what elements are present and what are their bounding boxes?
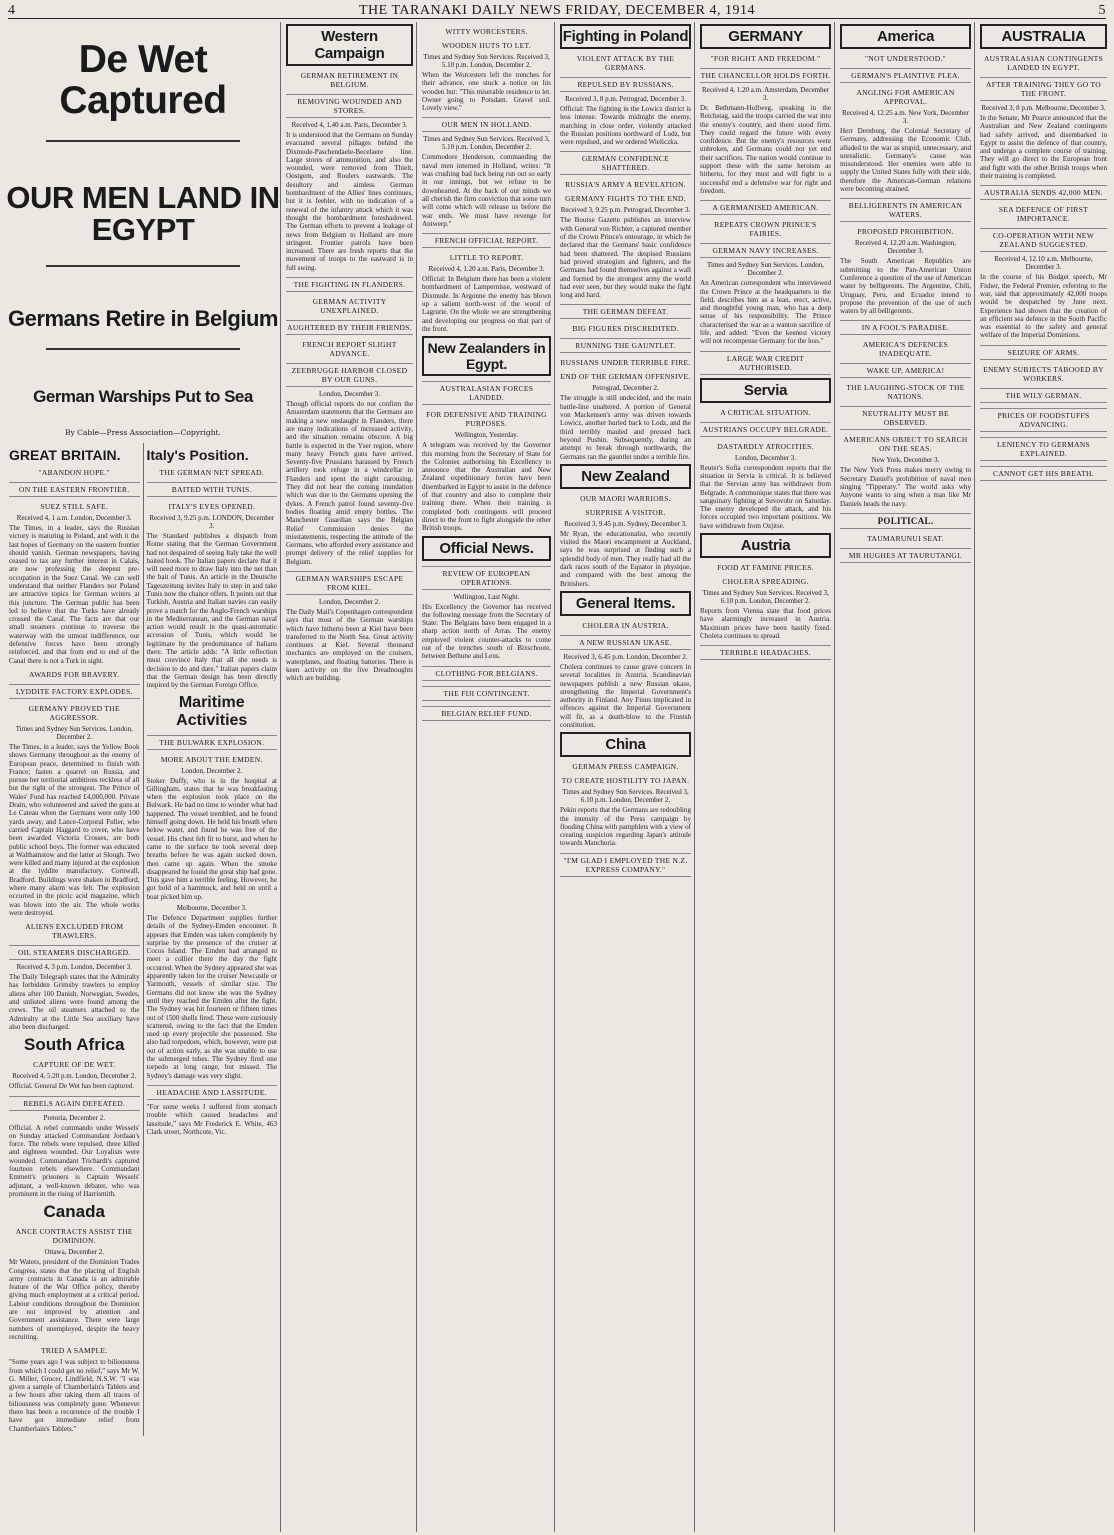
subhead: GERMAN'S PLAINTIVE PLEA. [840, 68, 971, 83]
article-body: Reuter's Sofia correspondent reports that the situation in Servia is critical. It is believed that the Servian army has withdrawn from Belgrade. A communique states that there was sanguinary fighting at Suvovobr on Saturday. The enemy developed the attack, and his forces occupied two important positions. We have withdrawn from Ozjitse. [700, 463, 832, 530]
subhead: "FOR RIGHT AND FREEDOM." [710, 54, 821, 63]
article-body: Cholera continues to cause grave concern in several localities in Austria. Scandinavian newspapers publish a new Russian ukase, strengthening the Imperial Government's authority in Finland. Any Finns implicated in offences against the Imperial Government will fit, as a death-blow to the Finnish constitution. [560, 662, 691, 729]
italy-column [144, 443, 281, 1436]
subhead: CHOLERA IN AUSTRIA. [582, 620, 669, 630]
article-body: The Times, in a leader, says the Russian victory is maturing in Poland, and with it the last hopes of Germany on the eastern frontier should vanish. German newspapers, having ceased to tax any further interest in Calais, are now professing the deepest pre-occupation in the Suez Canal. We can well understand that neither Flanders nor Poland are attractive topics for German writers at this juncture. The German public has been led to believe that the Turks have already crossed the Canal. The facts are that our small steamers continue to traverse the waterway with the utmost indifference, our defensive forces have been strongly reinforced, and that from end to end of the Canal there is not a Turk in sight. [9, 523, 140, 665]
subhead: OUR MAORI WARRIORS. [580, 493, 671, 503]
dateline: Received 3, 8 p.m. Melbourne, December 3. [981, 104, 1106, 112]
headline-belgium: Germans Retire in Belgium [8, 305, 278, 331]
subhead: MR HUGHES AT TAURUTANGI. [840, 548, 971, 563]
subhead: SUEZ STILL SAFE. [40, 501, 109, 511]
article-body: His Excellency the Governor has received the following message from the Secretary of State: The Belgians have been engaged in a sharp action north of Arras. The enemy employed violent counter-attacks to come out of the trenches south of Bixschoote, between Bethune and Lens. [422, 602, 551, 661]
article-body: When the Worcesters left the trenches for their advance, one stuck a notice on his wooden hut: "This miserable residence to let. Owner going to Potsdam. Gravel soil. Lovely view." [422, 71, 551, 113]
subhead: GERMAN WARSHIPS ESCAPE FROM KIEL. [286, 571, 413, 595]
subhead: WITTY WORCESTERS. [445, 27, 528, 36]
subhead: ITALY'S EYES OPENED. [168, 501, 256, 511]
subhead: "I'M GLAD I EMPLOYED THE N.Z. EXPRESS COMPANY." [560, 853, 691, 877]
subhead: A NEW RUSSIAN UKASE. [560, 635, 691, 650]
dateline: London, December 2. [181, 766, 243, 775]
western-campaign-column [283, 22, 417, 1532]
subhead: AFTER TRAINING THEY GO TO THE FRONT. [980, 77, 1107, 101]
subhead: ALIENS EXCLUDED FROM TRAWLERS. [25, 922, 124, 941]
section-title: Official News. [422, 536, 551, 561]
divider [46, 348, 240, 350]
dateline: Received 4, 12.25 a.m. New York, December 3. [842, 109, 969, 125]
subhead: THE GERMAN NET SPREAD. [159, 467, 264, 477]
article-body: In the course of his Budget speech, Mr Fisher, the Federal Premier, referring to the war, said that approximately 42,000 troops would be despatched by June next. Experience had shown that the creation of an efficient sea defence in the South Pacific was essential to the safety and general welfare of the Imperial Dominions. [980, 273, 1107, 340]
dateline: Received 4, 1.20 a.m. Paris, December 3. [428, 265, 545, 274]
dateline: Received 4, 1.40 a.m. Paris, December 3. [291, 121, 408, 129]
subhead: ANGLING FOR AMERICAN APPROVAL. [856, 88, 955, 106]
subhead: RUSSIANS UNDER TERRIBLE FIRE. [560, 358, 691, 368]
section-title: Italy's Position. [146, 446, 249, 463]
subhead: THE LAUGHING-STOCK OF THE NATIONS. [846, 383, 965, 402]
article-body: The Daily Telegraph states that the Admiralty has forbidden Grimsby trawlers to employ aliens after 100 Danish, Norwegian, Swedes, and unlisted aliens were found among the crews. The oil steamers attached to the Admiralty at the Little Sea auxiliary have also been discharged. [9, 973, 140, 1031]
dateline: Received 3, 9.25 p.m. LONDON, December 3. [149, 513, 275, 530]
article-body: "For some weeks I suffered from stomach trouble which caused headaches and lassitude," says Mr Frederick E. White, 463 Clark street, Northcote, Vic. [146, 1102, 277, 1136]
article-body: It is understood that the Germans on Sunday evacuated several pillages behind the Dixmude-Paschendaele-Becelaere line. Large stores of ammunition, and also the wounded, were removed from Thielt, Oostgem, and Roulers eastwards. The desultory and aimless German bombardment of the Allies' lines continues, but it is feebler, with no indication of a renewal of the infantry attack which it was thought the bombardment foreshadowed. The German efforts to prevent a leakage of news from Belgium to Holland are more stringent. Frontier patrols have been increased. There are fresh reports that the movement of troops to the eastward is in full swing. [286, 131, 413, 272]
article-body: The New York Press makes merry owing to Secretary Daniel's prohibition of naval men singing "Tipperary." The world asks why Anyone wants to sing when a man like Mr Daniels heads the navy. [840, 466, 971, 508]
article-body: A telegram was received by the Governor this morning from the Secretary of State for the Colonies authorising his Excellency to announce that the Australian and New Zealand expeditionary forces have been disembarked in Egypt to assist in the defence of that country and also to complete their training there. When their training is completed both contingents will proceed direct to the front to fight alongside the other British troops. [422, 441, 551, 533]
section-title: Western Campaign [286, 24, 413, 66]
subhead: DASTARDLY ATROCITIES. [717, 441, 814, 451]
subhead: GERMAN PRESS CAMPAIGN. [572, 762, 679, 772]
subhead: TERRIBLE HEADACHES. [700, 645, 831, 660]
dateline: London, December 2. [318, 597, 381, 606]
section-title: New Zealand [560, 464, 691, 489]
section-title: POLITICAL. [840, 513, 971, 529]
article-body: The Defence Department supplies further details of the Sydney-Emden encounter. It appears that Emden was taken completely by surprise by the presence of the cruiser at Cocos Island. The Emden had arranged to meet a collier there the day the fight occurred. When the Sydney appeared she was apparently taken for the cruiser Newcastle or Yarmouth, vessels of similar size. The Germans did not know she was the Sydney until they reached the Emden after the fight. The Sydney was hit fourteen or fifteen times out of 1500 shells fired. These were curiously scattered, owing to the fact that the Emden used up every projectile she possessed. She also had torpedoes, which, however, were put out of action early, as she was unable to use the submerged tubes. The Sydney fired one torpedo at long range, but missed. The Sydney's damage was very slight. [146, 914, 277, 1080]
australia-column [977, 22, 1110, 1532]
dateline: Pretoria, December 2. [43, 1113, 105, 1122]
subhead: RUNNING THE GAUNTLET. [560, 338, 691, 353]
subhead: SEA DEFENCE OF FIRST IMPORTANCE. [998, 205, 1089, 224]
subhead: BELGIAN RELIEF FUND. [422, 706, 551, 721]
article-body: The Times, in a leader, says the Yellow Book shows Germany throughout as the enemy of European peace, determined to finish with France; fasten a quarrel on Russia, and pursue her territorial ambitions reckless of all but the right of the strongest. The Prince of Wales' Fund has reached £4,000,000. Private Drain, who volunteered and saved the guns at Le Cateau when the Germans were only 100 yards away, and Lance-Corporal Fuller, who carried Captain Haggard to cover, who have been awarded Victoria Crosses, are both public school boys. The former was educated at Walthamstow and the latter at Slough. Two were killed and many injured at the explosion at the lyddite manufactory, Cornwall, Bradford. Buildings were shaken in Bradford, where many alarm was felt. The explosion occurred in the picric acid magazine, which was blown into the air. The whole works were destroyed. [9, 742, 140, 917]
dateline: London, December 3. [318, 390, 381, 399]
subhead: GERMANY PROVED THE AGGRESSOR. [28, 703, 120, 722]
dateline: Received 3, 9.25 p.m. Petrograd, December 3. [560, 206, 691, 215]
dateline: Received 4, 3 p.m. London, December 3. [16, 963, 132, 972]
subhead: GERMANY FIGHTS TO THE END. [565, 194, 686, 204]
front-subcolumns [6, 443, 280, 1436]
masthead [8, 3, 1106, 19]
subhead: FOOD AT FAMINE PRICES. [717, 563, 814, 573]
subhead: FOR DEFENSIVE AND TRAINING PURPOSES. [426, 410, 547, 429]
news-column-3 [419, 22, 555, 1532]
subhead: AMERICA'S DEFENCES INADEQUATE. [862, 340, 949, 359]
subhead: CLOTHING FOR BELGIANS. [422, 666, 551, 681]
subhead: OUR MEN IN HOLLAND. [422, 117, 551, 132]
section-title: South Africa [24, 1035, 125, 1055]
germany-column [697, 22, 835, 1532]
article-body: Official. A rebel commando under Wessels' on Sunday attacked Commandant Jordaan's force. The rebels were repulsed, three killed and eighteen wounded. Our Loyalists were wounded. Commandant Trichardt's captured fourteen rebels elsewhere. Commandant Emmett's prisoners is Captain Wessels' adjutant, a well-known debater, who was prominent in the rising of Harrismith. [9, 1123, 140, 1198]
america-column [837, 22, 975, 1532]
subhead: REPULSED BY RUSSIANS. [560, 77, 691, 92]
article-body: The Bourse Gazette publishes an interview with General von Richter, a captured member of the Crown Prince's entourage, in which he declared that the Germans' basic confidence had been shattered. The despised Russians had proved strategists and fighters, and the Germans had found themselves against a wall and formed by the strongest army the world had ever seen, but they would make the fight long and hard. [560, 216, 691, 300]
page-number-left: 4 [8, 3, 16, 18]
dateline: Wellington, Yesterday. [454, 431, 519, 440]
dateline: Times and Sydney Sun Services. Received 3, 6.10 p.m. London, December 2. [702, 589, 829, 606]
section-title: New Zealanders in Egypt. [422, 336, 551, 376]
subhead: AUGHTERED BY THEIR FRIENDS. [286, 320, 413, 335]
subhead: THE FIGHTING IN FLANDERS. [286, 277, 413, 292]
subhead: LYDDITE FACTORY EXPLODES. [9, 684, 140, 699]
subhead: THE GERMAN DEFEAT. [560, 304, 691, 319]
dateline: Times and Sydney Sun Services. London, December 2. [707, 261, 824, 278]
article-body: The Standard publishes a dispatch from Rome stating that the German Government had not despaired of seeing Italy take the well baited hook. The Italian papers declare that it will need more to draw Italy into the net than the bait of Tunis. An article in the Deutsche Tageszeitung invites Italy to step in and take Tunis now the chance offers. It points out that Turkish, Austria and Italian navies can easily prove a match for the Anglo-French warships in the Mediterranean, and the German naval action would result in the quasi-automatic accession of Tunis, which would be legitimate by the predominance of Italians there. The article adds: "A little reflection must convince Italy that all she needs is decision to do and dare." Italian papers claim that the German design has been directly inspired by the German Foreign Office. [146, 531, 277, 690]
subhead: GERMAN RETIREMENT IN BELGIUM. [300, 71, 399, 89]
article-body: Reports from Vienna state that food prices have alarmingly increased in Austria. Maximum prices have been hastily fixed. Cholera continues to spread. [700, 607, 831, 640]
subhead: END OF THE GERMAN OFFENSIVE. [560, 372, 691, 382]
subhead: BAITED WITH TUNIS. [147, 482, 278, 497]
subhead: ON THE EASTERN FRONTIER. [9, 482, 140, 497]
subhead: "ABANDON HOPE." [38, 467, 110, 477]
divider [46, 140, 240, 142]
dateline: Petrograd, December 2. [592, 384, 659, 393]
section-title: China [560, 732, 691, 757]
subhead: THE BULWARK EXPLOSION. [147, 735, 278, 750]
front-column [6, 22, 281, 1532]
subhead: A CRITICAL SITUATION. [720, 407, 811, 417]
subhead: CO-OPERATION WITH NEW ZEALAND SUGGESTED. [980, 228, 1107, 252]
subhead: A GERMANISED AMERICAN. [700, 200, 831, 215]
dateline: Ottawa, December 2. [44, 1248, 104, 1257]
subhead: WAKE UP, AMERICA! [840, 363, 971, 378]
dateline: Times and Sydney Sun Services. Received 3, 5.10 p.m. London, December 2. [423, 135, 550, 152]
dateline: Times and Sydney Sun Services. Received 3, 5.10 p.m. London, December 2. [423, 53, 550, 69]
section-title: GREAT BRITAIN. [9, 446, 121, 463]
subhead: ZEEBRUGGE HARBOR CLOSED BY OUR GUNS. [286, 363, 413, 387]
article-body: The South American Republics are submitting to the Pan-American Union Conference a question of the use of American water by belligerents. The Argentine, Chili, Uruguay, Peru, and Ecuador intend to propose the prevention of the use of such waters by all belligerents. [840, 257, 971, 316]
article-body: Mr Ryan, the educationalist, who recently visited the Maori encampment at Auckland, says he was surprised at finding such a splendid body of men. They really had all the dark races south of the Equator in physique, and compared with the best among the Britishers. [560, 529, 691, 588]
subhead: REPEATS CROWN PRINCE'S FAIRIES. [714, 220, 817, 239]
subhead: GERMAN ACTIVITY UNEXPLAINED. [312, 297, 387, 316]
dateline: Times and Sydney Sun Services. Received 3, 6.10 p.m. London, December 2. [562, 788, 689, 805]
article-body: "Some years ago I was subject to biliousness from which I could get no relief," says Mr W. G. Miller, Grocer, Lindfield, N.S.W. "I was given a sample of Chamberlain's Tablets and a few hours after taking them all traces of biliousness was completely gone. Whenever there has been a recurrence of the trouble I have got immediate relief from Chamberlain's Tablets." [9, 1358, 140, 1433]
dateline: Received 4, 1 a.m. London, December 3. [16, 513, 132, 522]
article-body: Though official reports do not confirm the Amsterdam statements that the Germans are making a new onslaught in Flanders, there are many indications of increased activity, and the situation remains obscure. A big battle is expected in the Yser region, where many heavy French guns have arrived. Seventy-five Prussians harassed by French artillery took refuge in a windcellar in Flanders and spent the night carousing. They did not hear the coming inundation which was due to the Germans opening the dykes. A French patrol found seventy-five bodies floating amid empty bottles. The Manchester Guardian says the Belgian Relief Commission denies the misstatements, respecting the attitude of the Germans, who afforded every assistance and prompt delivery of the relief supplies for Belgium. [286, 400, 413, 566]
article-body: Commodore Henderson, commanding the naval men interned in Holland, writes: "It was crushing bad luck being run out so early in our innings, but we refuse to be downhearted. At the back of our minds we all cherish the firm conviction that some turn will come which will release us before the war ends. We must have revenge for Antwerp." [422, 153, 551, 228]
subhead: TAUMARUNUI SEAT. [867, 533, 944, 543]
subhead: CAPTURE OF DE WET. [33, 1060, 116, 1070]
article-body: Mr Waters, president of the Dominion Trades Congress, states that the placing of English army contracts in Canada is an admirable feature of the War Office policy, thereby giving much employment at a critical period. Labour conditions throughout the Dominion are not improved by attention and Government assistance. There were large numbers of unemployed, despite the heavy recruiting. [9, 1258, 140, 1341]
subhead: SEIZURE OF ARMS. [980, 345, 1107, 360]
subhead: FRENCH REPORT SLIGHT ADVANCE. [302, 340, 397, 359]
subhead: THE FIJI CONTINGENT. [422, 686, 551, 701]
subhead: AUSTRALASIAN FORCES LANDED. [422, 381, 551, 405]
headline-egypt: OUR MEN LAND IN EGYPT [6, 179, 280, 248]
byline: By Cable—Press Association—Copyright. [65, 427, 221, 437]
headline-de-wet: De Wet Captured [59, 38, 227, 122]
section-title: America [840, 24, 971, 49]
subhead: FRENCH OFFICIAL REPORT. [422, 233, 551, 248]
subhead: WOODEN HUTS TO LET. [441, 41, 532, 50]
subhead: CHOLERA SPREADING. [722, 577, 809, 587]
section-title: Maritime Activities [176, 693, 248, 729]
article-body: Official: The fighting in the Lowicz district is less intense. Towards midnight the enemy, marching in close order, violently attacked the Russian positions northward of Lodz, but were repulsed, and we ordered Wieliczka. [560, 105, 691, 147]
subhead: REVIEW OF EUROPEAN OPERATIONS. [422, 566, 551, 590]
subhead: THE CHANCELLOR HOLDS FORTH. [700, 68, 831, 83]
dateline: Wellington, Last Night. [453, 592, 520, 601]
article-body: An American correspondent who interviewed the Crown Prince at the headquarters in the field, describes him as a lean, erect, active, and thoughtful young man, who has a deep sense of his responsibility. The Prince characterised the war as a wanton sacrifice of life, and added: "Even the keenest victory will not recompense Germany for the loss." [700, 279, 831, 346]
article-body: Official. General De Wet has been captured. [9, 1082, 135, 1091]
subhead: HEADACHE AND LASSITUDE. [147, 1085, 278, 1100]
dateline: Received 4, 5.20 p.m. London, December 2. [12, 1072, 137, 1081]
dateline: Received 4, 12.10 a.m. Melbourne, December 3. [994, 255, 1093, 272]
subhead: ANCE CONTRACTS ASSIST THE DOMINION. [15, 1227, 133, 1246]
great-britain-column [6, 443, 144, 1436]
section-title: AUSTRALIA [980, 24, 1107, 49]
article-body: The struggle is still undecided, and the main battle-line unaltered. A portion of General von Mackensen's army was driven towards Lowicz, another hurled back to Lodz, and the third terribly mauled and pressed back beyond Pushin. Subsequently, during an attempt to break through northwards, the Germans ran the gauntlet under a terrible fire. [560, 394, 691, 461]
article-body: Herr Dernburg, the Colonial Secretary of Germany, addressing the Economic Club, alluded to the war as stupid, unnecessary, and unrealistic. Germany's cause was misunderstood. Her enemies were able to supply the United States fully with their side, therefore the American-German relations were becoming strained. [840, 127, 971, 194]
subhead: AMERICANS OBJECT TO SEARCH ON THE SEAS. [843, 435, 968, 454]
subhead: REMOVING WOUNDED AND STORES. [286, 94, 413, 118]
subhead: CANNOT GET HIS BREATH. [980, 466, 1107, 481]
article-body: Dr. Bethmann-Hollweg, speaking in the Reichstag, said the troops carried the war into the enemy's country, and there stood firm. They could regard the future with every confidence. But the enemy's resources were unbroken, and Germans could not yet end their sacrifices. The nation would continue to support these with the same heroism as hitherto, for they must and will fight to a successful end a defensive war for right and freedom. [700, 104, 831, 195]
subhead: LENIENCY TO GERMANS EXPLAINED. [980, 437, 1107, 461]
subhead: ENEMY SUBJECTS TABOOED BY WORKERS. [983, 364, 1104, 383]
subhead: LITTLE TO REPORT. [449, 253, 524, 263]
subhead: REBELS AGAIN DEFEATED. [9, 1096, 140, 1111]
subhead: PROPOSED PROHIBITION. [857, 227, 954, 237]
article-body: Stoker Duffy, who is in the hospital at Gillingham, states that he was breakfasting when the explosion took place on the Bulwark. He had no time to wonder what had happened. The vessel trembled, and he found himself going down. He held his breath when below water, and found he was free of the vessel. His chest felt fit to burst, and when he came to the surface he took several deep breaths before he was again sucked down, then came up again. When the smoke disappeared he found the great ship had gone. This gave him a terrible feeling. However, he got hold of a hammock, and held on until a boat picked him up. [146, 776, 277, 901]
article-body: Pekin reports that the Germans are redoubling the intensity of the Press campaign by flooding China with pamphlets with a view of creating suspicion regarding Japan's attitude towards Manchuria. [560, 806, 691, 848]
subhead: BIG FIGURES DISCREDITED. [572, 324, 679, 334]
article-body: The Daily Mail's Copenhagen correspondent says that most of the German warships which have hitherto been at Kiel have been transferred to the North Sea. Great activity continues at Kiel. Several thousand mechanics are employed on the cruisers, waterplanes, and floating batteries. There is keen activity on the five Dreadnoughts which are building. [286, 607, 413, 683]
divider [46, 265, 240, 267]
subhead: TRIED A SAMPLE. [41, 1346, 108, 1356]
subhead: AUSTRALASIAN CONTINGENTS LANDED IN EGYPT. [983, 54, 1104, 72]
subhead: VIOLENT ATTACK BY THE GERMANS. [576, 54, 675, 72]
subhead: BELLIGERENTS IN AMERICAN WATERS. [840, 198, 971, 222]
section-title: General Items. [560, 591, 691, 616]
subhead: PRICES OF FOODSTUFFS ADVANCING. [980, 408, 1107, 432]
dateline: Received 3, 6.45 p.m. London, December 2. [563, 652, 688, 661]
dateline: New York, December 3. [871, 456, 940, 465]
headline-warships: German Warships Put to Sea [33, 387, 253, 407]
subhead: AWARDS FOR BRAVERY. [29, 669, 120, 679]
section-title: GERMANY [700, 24, 831, 49]
subhead: "NOT UNDERSTOOD." [865, 54, 946, 63]
subhead: OIL STEAMERS DISCHARGED. [9, 945, 140, 960]
subhead: NEUTRALITY MUST BE OBSERVED. [840, 406, 971, 430]
section-title: Fighting in Poland [560, 24, 691, 49]
subhead: THE WILY GERMAN. [980, 388, 1107, 403]
subhead: GERMAN NAVY INCREASES. [700, 243, 831, 258]
section-title: Austria [700, 533, 831, 558]
subhead: AUSTRALIA SENDS 42,000 MEN. [980, 185, 1107, 200]
article-body: Official: In Belgium there has been a violent bombardment of Lampernisse, westward of Dixmude. In Argonne the enemy has blown up a salient north-west of the wood of Lagrurie. On the whole we are strengthening and developing our progress on that part of the front. [422, 275, 551, 333]
article-body: In the Senate, Mr Pearce announced that the Australian and New Zealand contingents had safely arrived, and disembarked in Egypt to assist the defence of that country, and undergo a complete course of training. They will go direct to the European front and fight with the other British troops when their training is completed. [980, 114, 1107, 181]
subhead: AUSTRIANS OCCUPY BELGRADE. [700, 422, 831, 437]
dateline: Received 4, 1.20 a.m. Amsterdam, December 3. [701, 86, 830, 102]
section-title: Canada [43, 1202, 105, 1222]
section-title: Servia [700, 378, 831, 403]
dateline: London, December 3. [734, 453, 797, 462]
masthead-title: THE TARANAKI DAILY NEWS FRIDAY, DECEMBER 4, 1914 [359, 3, 755, 18]
poland-column [557, 22, 695, 1532]
subhead: TO CREATE HOSTILITY TO JAPAN. [561, 776, 690, 786]
subhead: GERMAN CONFIDENCE SHATTERED. [560, 151, 691, 175]
dateline: Received 3, 9.45 p.m. Sydney, December 3. [564, 519, 687, 528]
subhead: MORE ABOUT THE EMDEN. [160, 754, 263, 764]
dateline: Times and Sydney Sun Services. London, December 2. [15, 724, 133, 741]
subhead: SURPRISE A VISITOR. [585, 507, 666, 517]
page-number-right: 5 [1098, 3, 1106, 18]
dateline: Received 3, 8 p.m. Petrograd, December 3. [565, 95, 686, 103]
subhead: LARGE WAR CREDIT AUTHORISED. [700, 351, 831, 375]
dateline: Received 4, 12.20 a.m. Washington, December 3. [855, 239, 956, 256]
dateline: Melbourne, December 3. [176, 904, 247, 912]
subhead: IN A FOOL'S PARADISE. [840, 320, 971, 335]
subhead: RUSSIA'S ARMY A REVELATION. [565, 180, 686, 190]
